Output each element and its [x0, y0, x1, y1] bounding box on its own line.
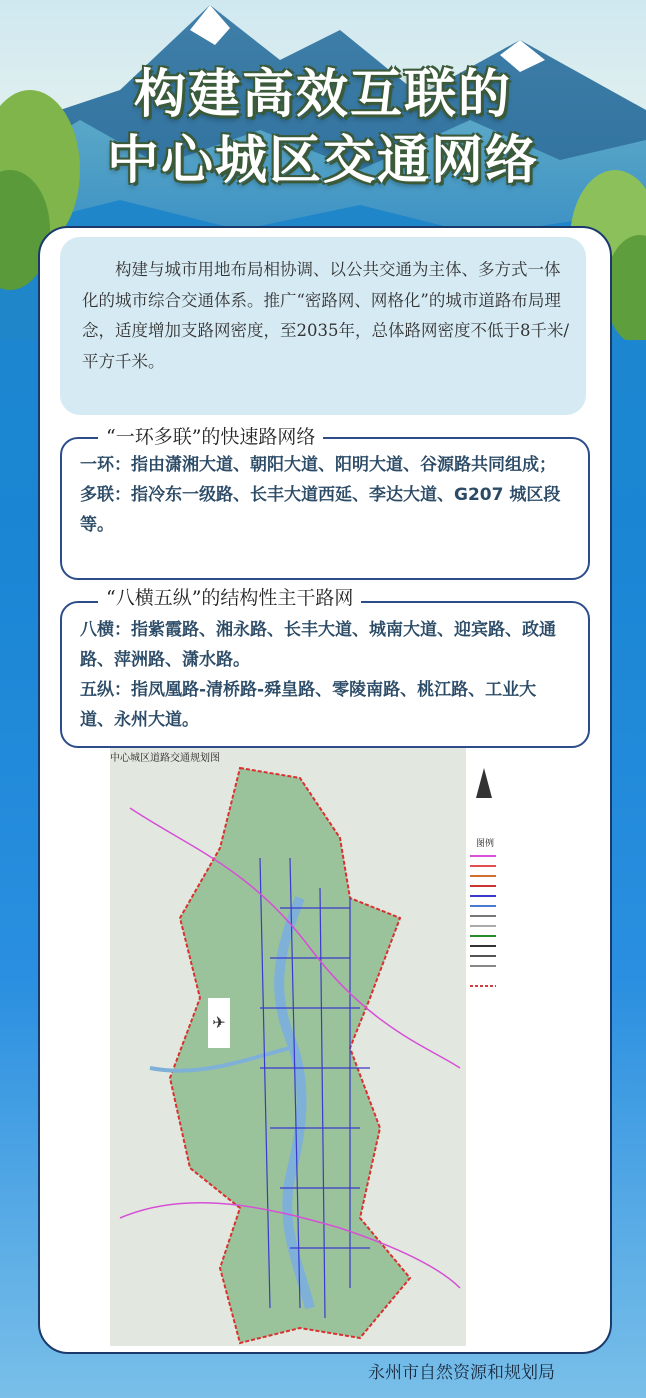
map-caption: 中心城区道路交通规划图 — [110, 753, 220, 764]
arterial-vertical-text: 五纵：指凤凰路-清桥路-舜皇路、零陵南路、桃江路、工业大道、永州大道。 — [80, 680, 537, 730]
expressway-section-title: “一环多联”的快速路网络 — [98, 422, 323, 449]
map-drawing — [110, 748, 466, 1346]
legend-title: 图例 — [476, 839, 495, 849]
intro-text: 构建与城市用地布局相协调、以公共交通为主体、多方式一体化的城市综合交通体系。推广“密路网、网格化”的城市道路布局理念，适度增加支路网密度，至2035年，总体路网密度不低于8千米/平方千米。 — [82, 260, 570, 371]
arterial-section-title: “八横五纵”的结构性主干路网 — [98, 583, 361, 610]
arterial-horizontal-text: 八横：指紫霞路、湘永路、长丰大道、城南大道、迎宾路、政通路、萍洲路、潇水路。 — [80, 620, 556, 670]
publisher-footer: 永州市自然资源和规划局 — [368, 1363, 555, 1383]
expressway-section-body — [80, 450, 570, 540]
page-title-line-1: 构建高效互联的 — [133, 65, 512, 125]
expressway-ring-text: 一环：指由潇湘大道、朝阳大道、阳明大道、谷源路共同组成； — [80, 455, 556, 475]
arterial-section-body — [80, 615, 570, 735]
intro-box — [60, 237, 586, 415]
road-network-map — [110, 748, 466, 1346]
page-title-line-2: 中心城区交通网络 — [106, 131, 539, 191]
airplane-icon: ✈ — [212, 1013, 226, 1032]
legend-swatches — [470, 856, 496, 986]
north-arrow-icon — [476, 768, 492, 798]
expressway-links-text: 多联：指冷东一级路、长丰大道西延、李达大道、G207 城区段等。 — [80, 485, 561, 535]
